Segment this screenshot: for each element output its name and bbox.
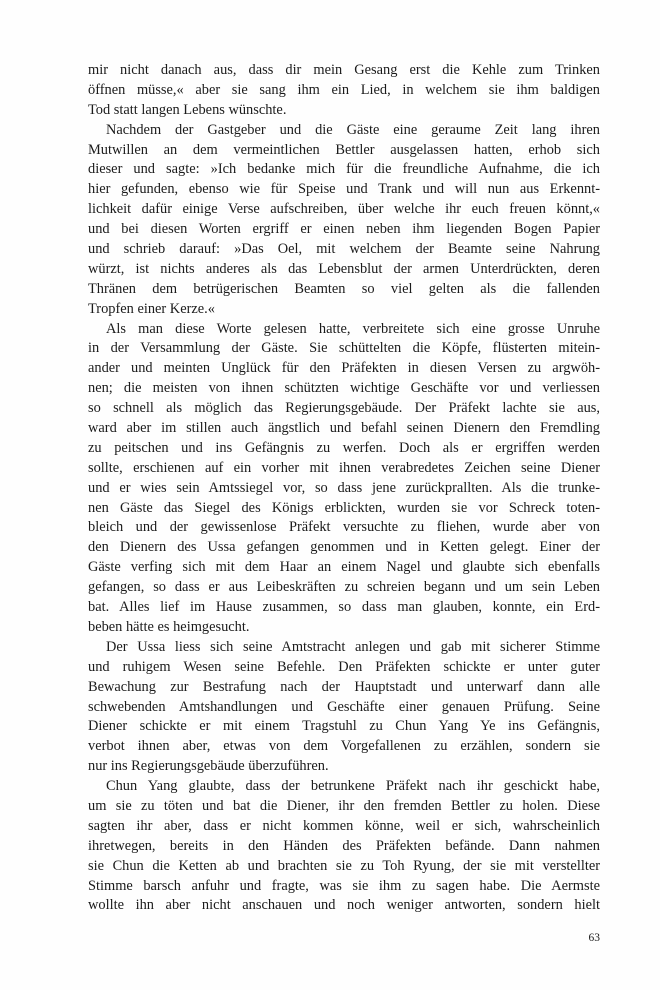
text-line: Stimme barsch anfuhr und fragte, was sie ihm zu sagen habe. Die Aermste: [88, 877, 600, 894]
text-line: ihretwegen, bereits in den Händen des Präfekten befände. Dann nahmen: [88, 837, 600, 854]
text-line: Diener schickte er mit einem Tragstuhl zu Chun Yang Ye ins Gefängnis,: [88, 718, 600, 735]
text-line: ander und meinten Unglück für den Präfekten in diesen Versen zu argwöh-: [88, 360, 600, 377]
text-line: bat. Alles lief im Hause zusammen, so dass man glauben, konnte, ein Erd-: [88, 599, 600, 616]
text-line: Thränen dem betrügerischen Beamten so viel gelten als die fallenden: [88, 280, 600, 297]
text-line: Mutwillen an dem vermeintlichen Bettler ausgelassen hatten, erhob sich: [88, 141, 600, 158]
text-line: Nachdem der Gastgeber und die Gäste eine geraume Zeit lang ihren: [106, 121, 600, 138]
text-line: in der Versammlung der Gäste. Sie schüttelten die Köpfe, flüsterten mitein-: [88, 340, 600, 357]
text-line: sollte, erschienen auf ein vorher mit ihnen verabredetes Zeichen seine Diener: [88, 459, 600, 476]
text-line: dieser und sagte: »Ich bedanke mich für die freundliche Aufnahme, die ich: [88, 161, 600, 178]
text-line: mir nicht danach aus, dass dir mein Gesang erst die Kehle zum Trinken: [88, 62, 600, 78]
text-line: sie Chun die Ketten ab und brachten sie zu Toh Ryung, der sie mit verstellter: [88, 857, 600, 874]
text-line: verbot ihnen aber, etwas von dem Vorgefallenen zu erzählen, sondern sie: [88, 738, 600, 755]
text-line: Als man diese Worte gelesen hatte, verbreitete sich eine grosse Unruhe: [106, 320, 600, 337]
text-line: beben hätte es heimgesucht.: [88, 618, 250, 635]
text-line: schwebenden Amtshandlungen und Geschäfte einer genauen Prüfung. Seine: [88, 698, 600, 715]
page-text: [88, 61, 600, 916]
text-line: um sie zu töten und bat die Diener, ihr den fremden Bettler zu holen. Diese: [88, 797, 600, 814]
text-line: Tod statt langen Lebens wünschte.: [88, 101, 287, 118]
text-line: sagten ihr aber, dass er nicht kommen könne, weil er sich, wahrscheinlich: [88, 817, 600, 834]
text-line: Bewachung zur Bestrafung nach der Hauptstadt und unterwarf dann alle: [88, 678, 600, 695]
text-line: und schrieb darauf: »Das Oel, mit welchem der Beamte seine Nahrung: [88, 241, 600, 258]
text-line: würzt, ist nichts anderes als das Lebensblut der armen Unterdrückten, deren: [88, 260, 600, 277]
page-number: 63: [588, 932, 600, 944]
text-line: so schnell als möglich das Regierungsgebäude. Der Präfekt lachte sie aus,: [88, 400, 600, 417]
text-line: gefangen, so dass er aus Leibeskräften zu schreien begann und um sein Leben: [88, 579, 600, 596]
text-line: und er wies sein Amtssiegel vor, so dass jene zurückprallten. Als die trunke-: [88, 479, 600, 496]
text-line: Der Ussa liess sich seine Amtstracht anlegen und gab mit sicherer Stimme: [106, 638, 600, 655]
text-line: öffnen müsse,« aber sie sang ihm ein Lied, in welchem sie ihm baldigen: [88, 81, 600, 98]
text-line: lichkeit dafür einige Verse aufschreiben, über welche ihr euch freuen könnt,«: [88, 201, 600, 218]
text-line: den Dienern des Ussa gefangen genommen und in Ketten gelegt. Einer der: [88, 539, 600, 556]
text-line: wollte ihn aber nicht anschauen und noch weniger antworten, sondern hielt: [88, 897, 600, 914]
text-line: hier gefunden, ebenso wie für Speise und Trank und will nun aus Erkennt-: [88, 181, 600, 198]
text-line: und ruhigem Wesen seine Befehle. Den Präfekten schickte er unter guter: [88, 658, 600, 675]
text-line: und bei diesen Worten ergriff er einen neben ihm liegenden Bogen Papier: [88, 221, 600, 238]
text-line: bleich und der gewissenlose Präfekt versuchte zu fliehen, wurde aber von: [88, 519, 600, 536]
text-line: ward aber im stillen auch ängstlich und befahl seinen Dienern den Fremdling: [88, 420, 600, 437]
text-line: nen; die meisten von ihnen schützten wichtige Geschäfte vor und verliessen: [88, 380, 600, 397]
text-line: Gäste verfing sich mit dem Haar an einem Nagel und glaubte sich ebenfalls: [88, 559, 600, 576]
text-line: Chun Yang glaubte, dass der betrunkene Präfekt nach ihr geschickt habe,: [106, 778, 600, 795]
text-line: nur ins Regierungsgebäude überzuführen.: [88, 758, 329, 775]
text-line: zu peitschen und ins Gefängnis zu werfen. Doch als er ergriffen werden: [88, 439, 600, 456]
text-line: nen Gäste das Siegel des Königs erblickten, wurden sie vor Schreck toten-: [88, 499, 600, 516]
text-line: Tropfen einer Kerze.«: [88, 300, 215, 317]
